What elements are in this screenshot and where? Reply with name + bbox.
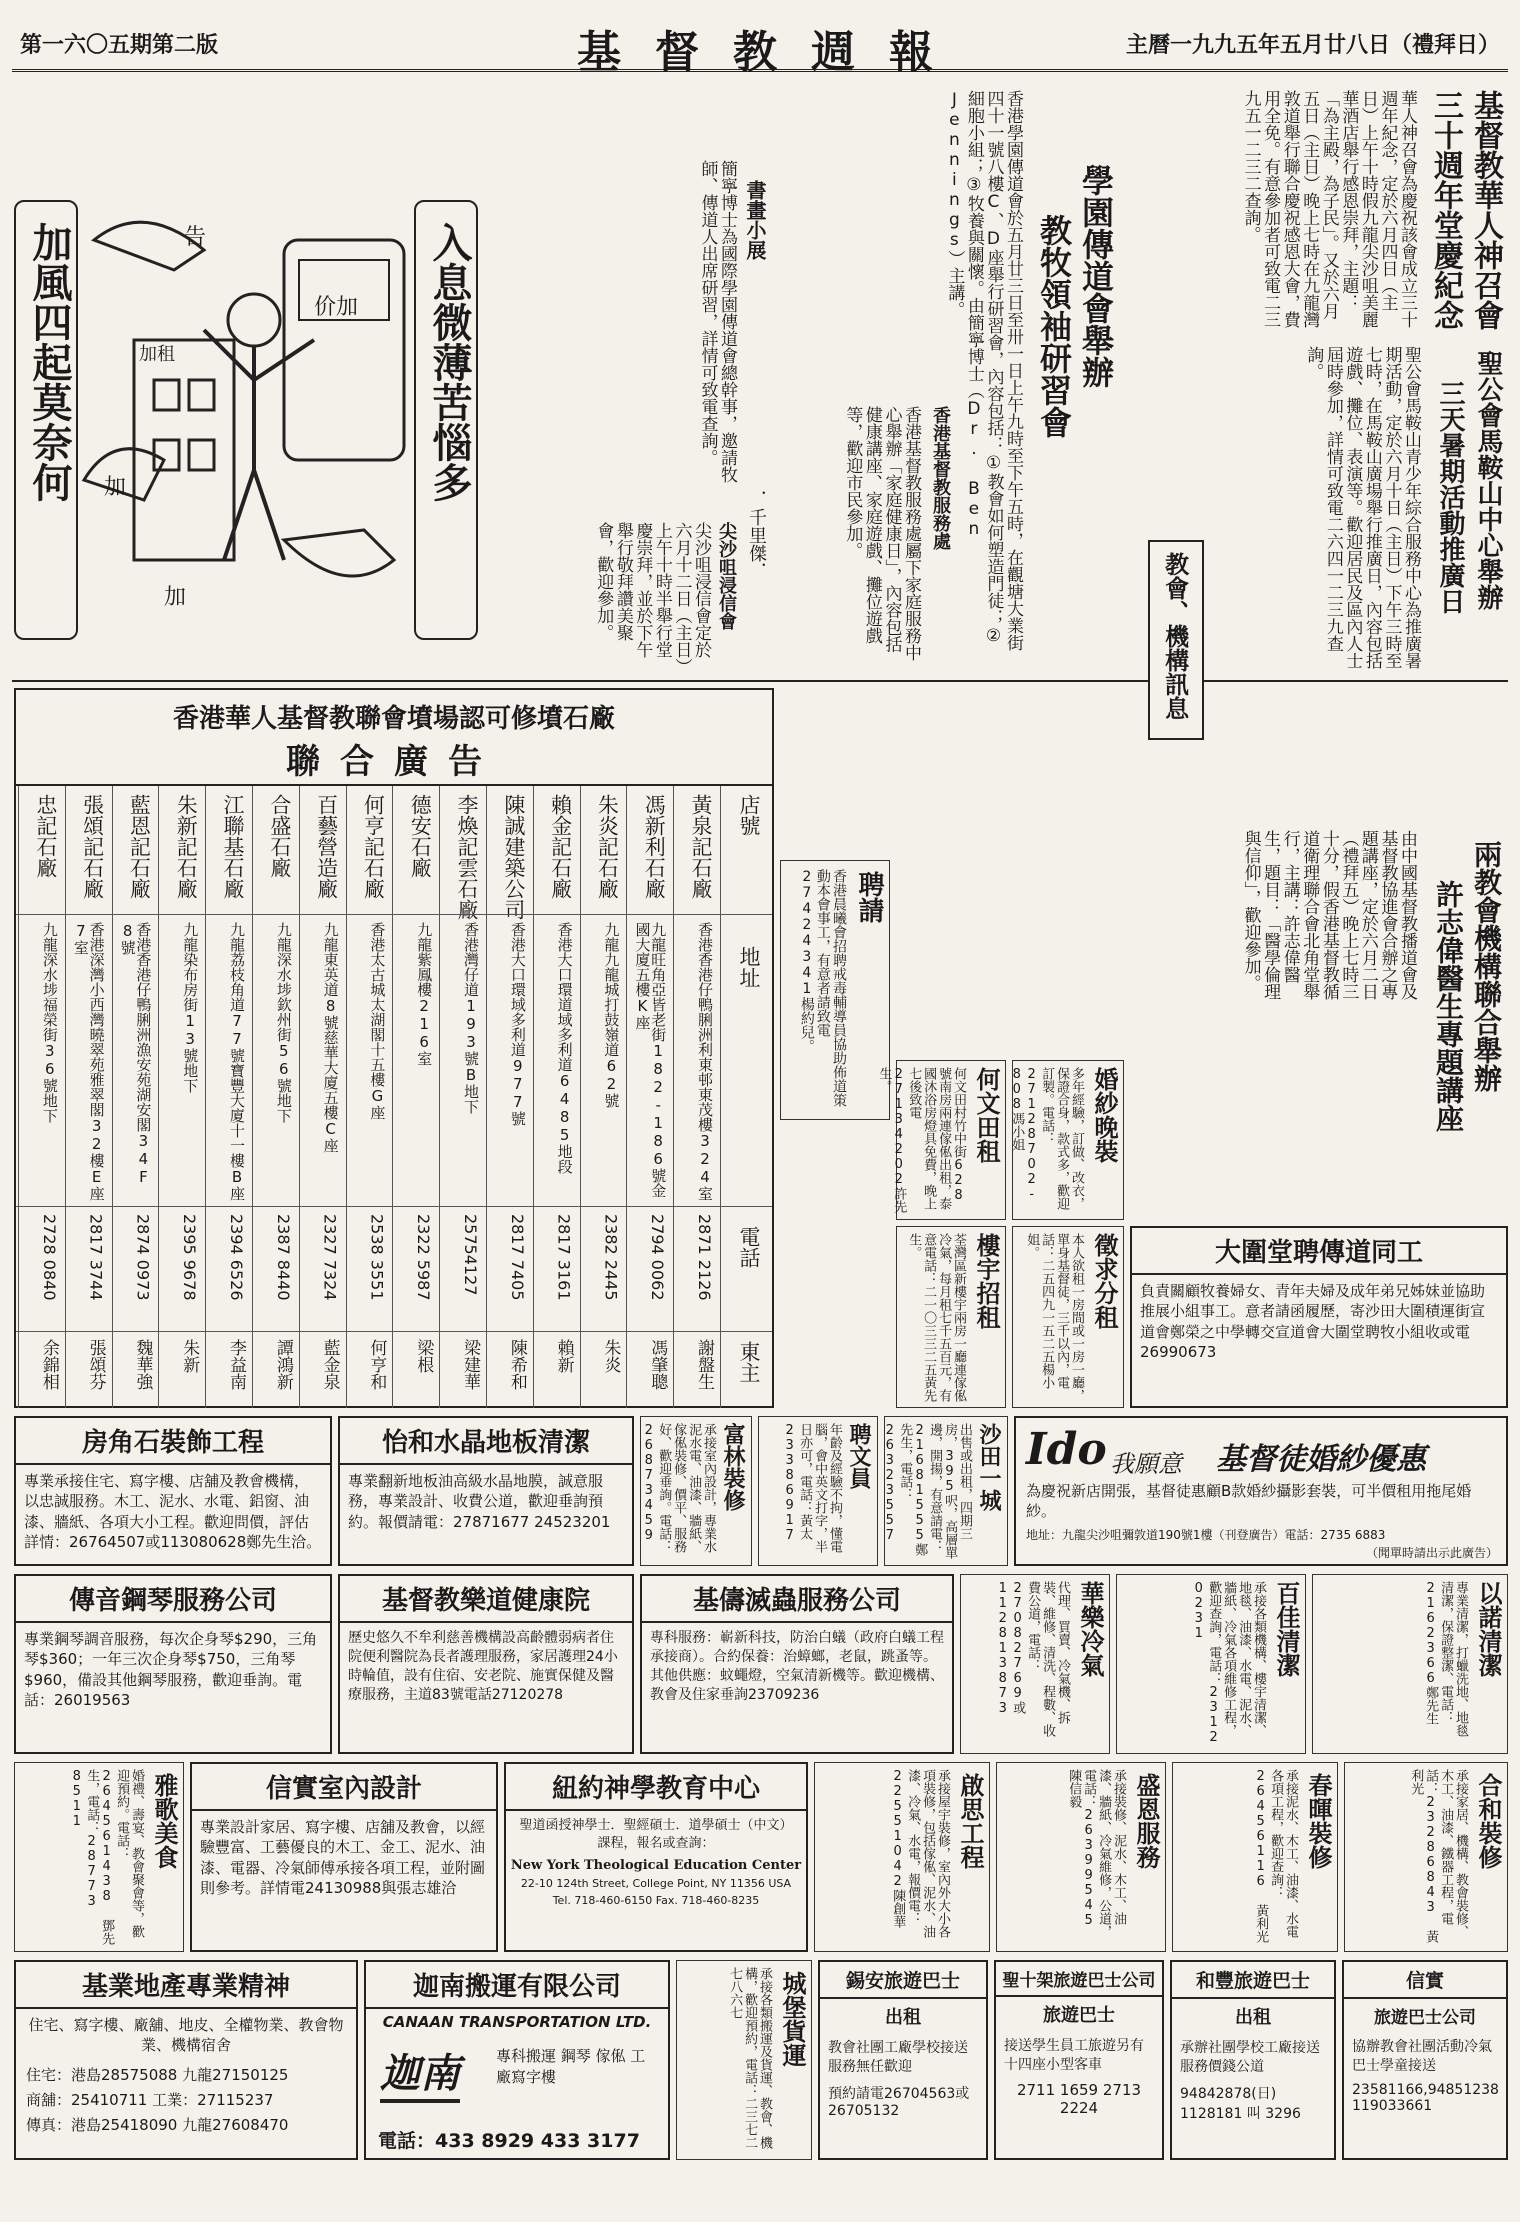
directory-shop-name: 張頌記石廠 (80, 794, 105, 899)
directory-phone: 2327 7324 (320, 1214, 340, 1301)
ad-shengen-title: 盛恩服務 (1132, 1773, 1160, 1869)
ad-faith-bus (1342, 1960, 1508, 2160)
ad-hire (780, 860, 890, 1120)
booklet-body: 簡寧博士為國際學園傳道會總幹事，邀請牧師、傳道人出席研習，詳情可致電查詢。 (697, 160, 737, 483)
ad-holy-bus (994, 1960, 1164, 2160)
ad-hiring-big (1130, 1226, 1508, 1408)
missions-subtitle: 教牧領袖研習會 (1035, 214, 1073, 438)
directory-phone: 2874 0973 (133, 1214, 153, 1301)
directory-address: 香港深灣小西灣曉翠苑雅翠閣32樓E座7室 (71, 922, 106, 1201)
directory-phone: 2728 0840 (39, 1214, 59, 1301)
directory-row (580, 786, 627, 1408)
directory-row (673, 786, 720, 1408)
directory-address: 香港灣仔道193號B地下 (462, 922, 480, 1114)
ad-health-body: 歷史悠久不牟利慈善機構設高齡體弱病者住院便利醫院為長者護理服務，家居護理24小時輪值，設有住宿、安老院、施實保健及醫療服務，主道83號電話27120278 (348, 1630, 618, 1703)
directory-owner: 譚鴻新 (272, 1339, 293, 1390)
ad-xian-sub: 出租 (885, 2007, 921, 2028)
directory (14, 688, 774, 1408)
directory-owner: 朱炎 (600, 1339, 621, 1373)
cartoon-label-add2: 加 (164, 585, 187, 610)
ad-wedding (1009, 1060, 1124, 1220)
directory-hline-1 (16, 914, 772, 915)
missions-body: 香港學園傳道會於五月廿三日至卅一日上午九時至下午五時，在觀塘大業街四十一號八樓C、D座舉行研習會，內容包括：①教會如何塑造門徒；②細胞小組；③牧養與關懷。由簡寧博士（Dr. Ben Jennings）主講。 (944, 90, 1023, 651)
ad-wedding-body: 多年經驗，訂做、改衣，保證合身，款式多，歡迎訂製。電話：27128702-808馮小姐 (1009, 1067, 1084, 1210)
church-news-header-text: 教會、機構訊息 (1160, 552, 1189, 720)
directory-row (252, 786, 299, 1408)
ad-yinuo-body: 專業清潔，打蠟洗地、地毯清潔，保證整潔、電話：2162366鄭先生 (1423, 1581, 1468, 1737)
cartoon-window-1 (154, 380, 179, 410)
cartoon-window-2 (189, 380, 214, 410)
directory-row (486, 786, 533, 1408)
cartoon-label-tax: 加租 (139, 344, 175, 365)
directory-row (392, 786, 439, 1408)
ad-baiji-body: 承接各類機構、樓宇清潔、地毯、油漆、水電、泥水、牆紙、冷氣各項維修工程，歡迎查詢，電話：2312 0231 (1191, 1581, 1266, 1745)
ad-pest-body: 專科服務：嶄新科技，防治白蟻（政府白蟻工程承接商）。合約保養：治蟑螂，老鼠，跳蚤等。其他供應：蚊蠅燈，空氣清新機等。歡迎機構、教會及住家垂詢23709236 (650, 1630, 944, 1703)
paper-name: 基督教週報 (577, 27, 967, 78)
ad-xian-title: 錫安旅遊巴士 (820, 1962, 986, 1999)
ad-ido-title: Ido (1026, 1424, 1107, 1475)
directory-shop-name: 藍恩記石廠 (127, 794, 152, 899)
ad-nytec-tel: Tel. 718-460-6150 Fax. 718-460-8235 (552, 1894, 760, 1908)
cartoon-right-caption: 入息微薄苦惱多 (426, 222, 473, 502)
ad-kaisi (814, 1762, 990, 1952)
ad-crystal-title: 怡和水晶地板清潔 (340, 1418, 632, 1465)
label-shop: 店號 (737, 794, 761, 836)
summer-subtitle: 三天暑期活動推廣日 (1435, 380, 1465, 614)
ad-job-body: 年齡及經驗不拘，懂電腦，會中英文打字，半日亦可，電話：黃太23386917 (782, 1423, 842, 1553)
directory-owner: 梁建華 (460, 1339, 480, 1390)
directory-address: 九龍東英道8號慈華大廈五樓C座 (321, 922, 340, 1153)
ad-shatin-title: 沙田一城 (976, 1423, 1001, 1511)
ad-ido-slogan: 我願意 (1110, 1450, 1182, 1478)
directory-shop-name: 忠記石廠 (33, 794, 58, 878)
ad-ido-note: （聞單時請出示此廣告） (1365, 1546, 1498, 1560)
directory-hline-2 (16, 1206, 772, 1207)
booklet-title: 書畫小展 (743, 180, 767, 260)
ad-ido-title2: 基督徒婚紗優惠 (1216, 1442, 1426, 1477)
directory-shop-name: 朱新記石廠 (174, 794, 199, 899)
ad-yage (14, 1762, 184, 1952)
cartoon-label-add: 加 (104, 475, 127, 500)
directory-phone: 2382 2445 (601, 1214, 621, 1301)
ad-chunhui-title: 春暉裝修 (1304, 1773, 1332, 1869)
masthead (12, 14, 1508, 78)
ad-shengen-body: 承接裝修、泥水、木工、油漆、牆紙、冷氣維修，公道，電話：26399545 陳信毅 (1066, 1769, 1126, 1938)
directory-owner: 余錦相 (38, 1339, 59, 1390)
directory-owner: 謝盤生 (694, 1339, 714, 1390)
seminar-article (1128, 820, 1508, 1200)
ad-nytec (504, 1762, 808, 1952)
ad-faith-bus-phone: 23581166,94851238 119033661 (1352, 2081, 1499, 2114)
ad-building-title: 樓宇招租 (972, 1233, 1000, 1329)
label-owner: 東主 (737, 1341, 761, 1383)
ad-pest (640, 1574, 954, 1754)
directory-address: 九龍染布房街13號地下 (181, 922, 200, 1093)
cartoon-label-price: 价加 (314, 295, 359, 320)
directory-hline-3 (16, 1331, 772, 1332)
ad-health-title: 基督教樂道健康院 (340, 1576, 632, 1623)
ad-yage-body: 婚禮、壽宴、教會聚會等，歡迎預約。電話：264561438 鄧先生，電話：28773 8511 (69, 1769, 144, 1945)
ad-stone-body: 專業承接住宅、寫字樓、店舖及教會機構，以忠誠服務。木工、泥水、水電、鋁窗、油漆、牆紙、各項大小工程。歡迎問價，評估詳情：26764507或113080628鄭先生洽。 (24, 1472, 322, 1551)
art-title: 尖沙咀浸信會 (716, 522, 737, 630)
ad-yinuo (1312, 1574, 1508, 1754)
ad-hefeng-body: 承辦社團學校工廠接送服務價錢公道 (1180, 2040, 1320, 2075)
ad-fulin-body: 承接室內設計，專業水泥水電、油漆、牆紙、傢俬裝修、價平、服務好、歡迎垂詢。電話：26873459 (641, 1423, 716, 1553)
ad-piano (14, 1574, 332, 1754)
summer-title: 聖公會馬鞍山中心舉辦 (1473, 350, 1503, 610)
ad-hire-title: 聘請 (854, 871, 884, 923)
cartoon-hand-2 (284, 530, 394, 576)
ad-stone (14, 1416, 332, 1566)
summer-body: 聖公會馬鞍山青少年綜合服務中心為推廣暑期活動，定於六月十日（主日）下午三時至七時，在馬鞍山廣場舉行推廣日，內容包括遊戲、攤位、表演等。歡迎居民及區內人士屆時參加，詳情可致電二六四一二三九查詢。 (1303, 346, 1421, 669)
ad-kaisi-title: 啟思工程 (956, 1773, 984, 1869)
directory-grid (16, 784, 772, 1406)
ad-realty (14, 1960, 358, 2160)
cartoon-label-tax2: 告 (184, 225, 207, 250)
directory-shop-name: 江聯基石廠 (221, 794, 245, 899)
directory-shop-name: 朱炎記石廠 (595, 794, 620, 899)
directory-shop-name: 馮新利石廠 (642, 794, 667, 899)
ad-canaan-phone: 電話：433 8929 433 3177 (378, 2130, 640, 2152)
ad-nytec-body: 聖道函授神學士．聖經碩士．道學碩士（中文）課程，報名或查詢： (519, 1818, 793, 1851)
booklet-author: ．千里傑． (746, 490, 767, 580)
ad-holy-bus-phone: 2711 1659 2713 2224 (1016, 2080, 1142, 2117)
art-body: 尖沙咀浸信會定於六月十二日（主日）上午十時半舉行堂慶崇拜，並於下午舉行敬拜讚美聚會，歡迎參加。 (593, 522, 711, 667)
directory-address: 九龍旺角亞皆老街182-186號金國大廈五樓K座 (633, 922, 668, 1198)
directory-row (158, 786, 205, 1408)
ad-hualok-body: 代理、買賣、冷氣機、拆裝、維修、清洗、程數、收費公道，電話：27082769或112813873 (995, 1581, 1070, 1737)
ad-hehe (1344, 1762, 1508, 1952)
ad-baiji (1116, 1574, 1306, 1754)
ad-nytec-en: New York Theological Education Center (510, 1858, 802, 1874)
ad-fulin (640, 1416, 752, 1566)
directory-owner: 何亨和 (366, 1339, 387, 1390)
directory-phone: 2395 9678 (180, 1214, 200, 1301)
seminar-subtitle: 許志偉醫生專題講座 (1432, 880, 1465, 1132)
family-article (770, 400, 1120, 675)
cartoon (14, 180, 484, 660)
anniversary-subtitle: 三十週年堂慶紀念 (1428, 90, 1463, 330)
directory-shop-name: 陳誠建築公司 (501, 794, 526, 920)
church-news-header (1148, 540, 1204, 740)
ad-interior-body: 專業設計家居、寫字樓、店舖及教會，以經驗豐富、工藝優良的木工、金工、泥水、油漆、電器、冷氣師傅承接各項工程，並附圖則參考。詳情電24130988與張志雄洽 (200, 1818, 486, 1897)
ad-stone-title: 房角石裝飾工程 (16, 1418, 330, 1465)
ad-shatin (884, 1416, 1008, 1566)
ad-xian (818, 1960, 988, 2160)
ad-seek-title: 徵求分租 (1090, 1233, 1118, 1329)
ad-canaan-services: 專科搬運 鋼琴 傢俬 工廠寫字樓 (496, 2047, 646, 2086)
seminar-body: 由中國基督教播道會及基督教協進會合辦之專題講座，定於六月二日（禮拜五）晚上七時三十分，假香港基督教循道衛理聯合會北角堂舉行，主講：許志偉醫生，題目：「醫學倫理與信仰」，歡迎參加。 (1240, 830, 1417, 1000)
ad-job (758, 1416, 878, 1566)
ad-fulin-title: 富林裝修 (720, 1423, 745, 1511)
cartoon-window-4 (189, 440, 214, 470)
directory-address: 九龍荔枝角道77號寶豐大廈十一樓B座 (228, 922, 246, 1201)
ad-truck-title: 城堡貨運 (778, 1971, 806, 2067)
ad-rent-body: 何文田村竹中街628號南房兩連傢俬出租，泰國沐浴房燈具免費，晚上七後致電27134202許先生。 (876, 1067, 966, 1213)
family-title: 香港基督教服務處 (930, 406, 951, 550)
directory-shop-name: 李煥記雲石廠 (455, 794, 479, 920)
directory-row (112, 786, 159, 1408)
ad-ido-body: 為慶祝新店開張，基督徒惠顧B款婚紗攝影套裝，可半價租用拖尾婚紗。 (1026, 1482, 1472, 1520)
issue-line: 第一六〇五期第二版 (20, 33, 219, 58)
ad-chunhui-body: 承接泥水、木工、油漆、水電各項工程，歡迎查詢：26456116 黃利光 (1253, 1769, 1298, 1943)
ad-hiring-big-body: 負責關顧牧養婦女、青年夫婦及成年弟兄姊妹並協助推展小組事工。意者請函履歷，寄沙田大圍積運街宣道會鄭榮之中學轉交宣道會大圍堂聘牧小組收或電26990673 (1140, 1282, 1486, 1361)
directory-phone: 2817 3744 (86, 1214, 106, 1301)
directory-address: 香港香港仔鴨脷洲漁安苑湖安閣34F 8號 (118, 922, 153, 1186)
ad-hefeng-sub: 出租 (1235, 2007, 1271, 2028)
ad-canaan (364, 1960, 670, 2160)
ad-hiring-big-title: 大圍堂聘傳道同工 (1132, 1228, 1506, 1275)
ad-hefeng-phone: 94842878(日) 1128181 叫 3296 (1180, 2085, 1301, 2122)
directory-owner: 賴新 (553, 1339, 574, 1373)
directory-owner: 張頌芬 (85, 1339, 106, 1390)
missions-title: 學園傳道會舉辦 (1077, 164, 1115, 388)
ad-crystal (338, 1416, 634, 1566)
directory-label-col (720, 786, 772, 1408)
ad-holy-bus-sub: 旅遊巴士 (1043, 2005, 1115, 2026)
directory-address: 香港香港仔鴨脷洲利東邨東茂樓324室 (696, 922, 714, 1201)
booklet-article (490, 150, 770, 674)
directory-headline: 香港華人基督教聯會墳場認可修墳石廠 (172, 704, 615, 734)
anniversary-article (1128, 84, 1508, 334)
ad-yinuo-title: 以諾清潔 (1474, 1581, 1502, 1677)
directory-owner: 朱新 (179, 1339, 200, 1373)
ad-pest-title: 基儔滅蟲服務公司 (642, 1576, 952, 1623)
anniversary-body: 華人神召會為慶祝該會成立三十週年紀念，定於六月四日（主日）上午十時假九龍尖沙咀美麗華酒店舉行感恩崇拜，主題：「為主殿，為子民」。又於六月五日（主日）晚上七時在九龍灣敦道舉行聯合慶祝感恩大會，費用全免。有意參加者可致電二三九五一二三二查詢。 (1240, 90, 1417, 328)
directory-phone: 2817 7405 (507, 1214, 527, 1301)
directory-shop-name: 何亨記石廠 (361, 794, 386, 899)
ad-chunhui (1172, 1762, 1338, 1952)
directory-row (65, 786, 112, 1408)
cartoon-man-body (204, 330, 314, 560)
directory-owner: 陳希和 (506, 1339, 527, 1390)
ad-faith-bus-sub: 旅遊巴士公司 (1374, 2008, 1476, 2028)
directory-owner: 李益南 (226, 1339, 246, 1390)
ad-hehe-title: 合和裝修 (1474, 1773, 1502, 1869)
ad-job-title: 聘文員 (846, 1423, 871, 1489)
ad-seek-body: 本人欲租一房間或一房一廳，單身基督徒，三千以內，電話：二五四九一五二五楊小姐。 (1024, 1233, 1084, 1402)
ad-xian-body: 教會社團工廠學校接送服務無任歡迎 (828, 2040, 968, 2075)
ad-nytec-addr: 22-10 124th Street, College Point, NY 11356 USA (520, 1877, 792, 1891)
ad-rent-title: 何文田租 (972, 1067, 1000, 1163)
directory-row (533, 786, 580, 1408)
directory-phone: 2817 3161 (554, 1214, 574, 1301)
directory-row (205, 786, 252, 1408)
ad-interior (190, 1762, 498, 1952)
ad-building-body: 荃灣區新樓宇兩房一廳連傢俬冷氣，每月租七千五百元，有意電話：二一〇三三二五黃先生。 (906, 1233, 966, 1402)
directory-shop-name: 黃泉記石廠 (689, 794, 713, 899)
directory-owner: 藍金泉 (319, 1339, 340, 1390)
directory-shop-name: 百藝營造廠 (314, 794, 339, 899)
directory-phone: 2538 3551 (367, 1214, 387, 1301)
directory-phone: 25754127 (461, 1214, 480, 1296)
ad-realty-body: 住宅、寫字樓、廠舖、地皮、全權物業、教會物業、機構宿舍 (28, 2016, 344, 2055)
ad-shatin-body: 出售或出租，四期三房，395呎，高層單邊，開揚，有意請電：21681555鄭先生，電話：26323557 (882, 1423, 972, 1559)
seminar-title: 兩教會機構聯合舉辦 (1470, 840, 1503, 1092)
ad-baiji-title: 百佳清潔 (1272, 1581, 1300, 1677)
ad-canaan-logo: 迦南 (380, 2042, 460, 2103)
ad-hehe-body: 承接家居、機構、教會裝修、木工、油漆、鐵器工程，電話：23286843 黃利光 (1408, 1769, 1468, 1943)
directory-phone: 2387 8440 (273, 1214, 293, 1301)
cartoon-left-caption: 加風四起莫奈何 (26, 222, 73, 502)
directory-address: 九龍深水埗欽州街56號地下 (274, 922, 293, 1123)
cartoon-right-caption-box (414, 200, 478, 640)
ad-truck-body: 承接各類搬運及貨運、教會、機構，歡迎預約，電話：二三七二七八六七 (727, 1967, 772, 2149)
ad-truck (676, 1960, 812, 2160)
ad-xian-phone: 預約請電26704563或26705132 (828, 2085, 970, 2119)
ad-nytec-title: 紐約神學教育中心 (506, 1764, 806, 1811)
directory-row (18, 786, 65, 1408)
cartoon-drawing (84, 180, 410, 650)
ad-faith-bus-title: 信實 (1344, 1962, 1506, 1999)
directory-phone: 2394 6526 (227, 1214, 246, 1301)
directory-owner: 魏華強 (132, 1339, 153, 1390)
directory-subhead: 聯合廣告 (286, 742, 502, 782)
directory-row (626, 786, 673, 1408)
directory-row (299, 786, 346, 1408)
cartoon-man-head (228, 294, 280, 346)
directory-owner: 馮肇聰 (647, 1339, 668, 1390)
ad-realty-l2: 商舖：25410711 工業：27115237 (26, 2090, 274, 2109)
directory-address: 香港大口環道域多利道6485地段 (555, 922, 574, 1174)
directory-shop-name: 德安石廠 (408, 794, 433, 878)
ad-hefeng-title: 和豐旅遊巴士 (1172, 1962, 1334, 1999)
ad-wedding-title: 婚紗晚裝 (1090, 1067, 1118, 1163)
ad-holy-bus-title: 聖十架旅遊巴士公司 (996, 1962, 1162, 1997)
ad-ido (1014, 1416, 1508, 1566)
directory-address: 香港太古城太湖閣十五樓G座 (368, 922, 387, 1120)
ad-health (338, 1574, 634, 1754)
label-address: 地址 (737, 946, 761, 988)
ad-realty-l1: 住宅：港島28575088 九龍27150125 (26, 2065, 289, 2084)
directory-phone: 2871 2126 (695, 1214, 714, 1301)
ad-realty-l3: 傳真：港島25418090 九龍27608470 (26, 2115, 289, 2134)
family-body: 香港基督教服務處屬下家庭服務中心舉辦「家庭健康日」，內容包括健康講座、家庭遊戲、攤位遊戲等，歡迎市民參加。 (842, 406, 921, 661)
ad-building (896, 1226, 1006, 1408)
ad-crystal-body: 專業翻新地板油高級水晶地膜，誠意服務，專業設計、收費公道，歡迎垂詢預約。報價請電：27871677 24523201 (348, 1472, 611, 1531)
ad-hire-body: 香港晨曦會招聘戒毒輔導員協助佈道策動本會事工，有意者請致電27424341楊約兒。 (798, 869, 847, 1107)
ad-hefeng (1170, 1960, 1336, 2160)
ad-canaan-en: CANAAN TRANSPORTATION LTD. (382, 2013, 652, 2031)
anniversary-title: 基督教華人神召會 (1468, 90, 1503, 330)
cartoon-left-caption-box (14, 200, 78, 640)
ad-piano-title: 傳音鋼琴服務公司 (16, 1576, 330, 1623)
ad-holy-bus-body: 接送學生員工旅遊另有十四座小型客車 (1004, 2038, 1144, 2073)
directory-row (439, 786, 486, 1408)
ad-interior-title: 信實室內設計 (192, 1764, 496, 1811)
ad-rent (876, 1060, 1006, 1220)
top-divider (12, 680, 1508, 682)
ad-shengen (996, 1762, 1166, 1952)
directory-address: 香港大口環域多利道977號 (508, 922, 527, 1126)
ad-hualok (960, 1574, 1110, 1754)
directory-row (346, 786, 393, 1408)
cartoon-building (134, 340, 234, 560)
ad-seek (1012, 1226, 1124, 1408)
label-phone: 電話 (737, 1226, 761, 1268)
directory-address: 九龍深水埗福榮街36號地下 (40, 922, 59, 1123)
directory-address: 九龍紫鳳樓216室 (415, 922, 434, 1066)
ad-kaisi-body: 承接屋宇裝修，室內外大小各項裝修，包括傢俬、泥水、油漆、冷氣、水電，報價電：22551042陳創華 (890, 1769, 950, 1938)
ad-faith-bus-body: 協辦教會社團活動冷氣巴士學童接送 (1352, 2039, 1492, 2074)
directory-phone: 2322 5987 (414, 1214, 434, 1301)
ad-ido-addr: 地址：九龍尖沙咀彌敦道190號1樓（刊登廣告）電話：2735 6883 (1026, 1528, 1386, 1542)
ad-yage-title: 雅歌美食 (150, 1773, 178, 1869)
directory-address: 九龍九龍城打鼓嶺道62號 (602, 922, 621, 1108)
ad-hualok-title: 華樂冷氣 (1076, 1581, 1104, 1677)
date-line: 主曆一九九五年五月廿八日（禮拜日） (1125, 33, 1500, 58)
directory-phone: 2794 0062 (648, 1214, 668, 1301)
directory-shop-name: 合盛石廠 (267, 794, 292, 878)
directory-shop-name: 賴金記石廠 (548, 794, 573, 899)
ad-piano-body: 專業鋼琴調音服務，每次企身琴$290，三角琴$360；一年三次企身琴$750，三角琴$960，備設其他鋼琴服務，歡迎垂詢。電話：26019563 (24, 1630, 318, 1709)
ad-canaan-title: 迦南搬運有限公司 (366, 1962, 668, 2009)
ad-realty-title: 基業地產專業精神 (16, 1962, 356, 2009)
directory-owner: 梁根 (413, 1339, 434, 1373)
